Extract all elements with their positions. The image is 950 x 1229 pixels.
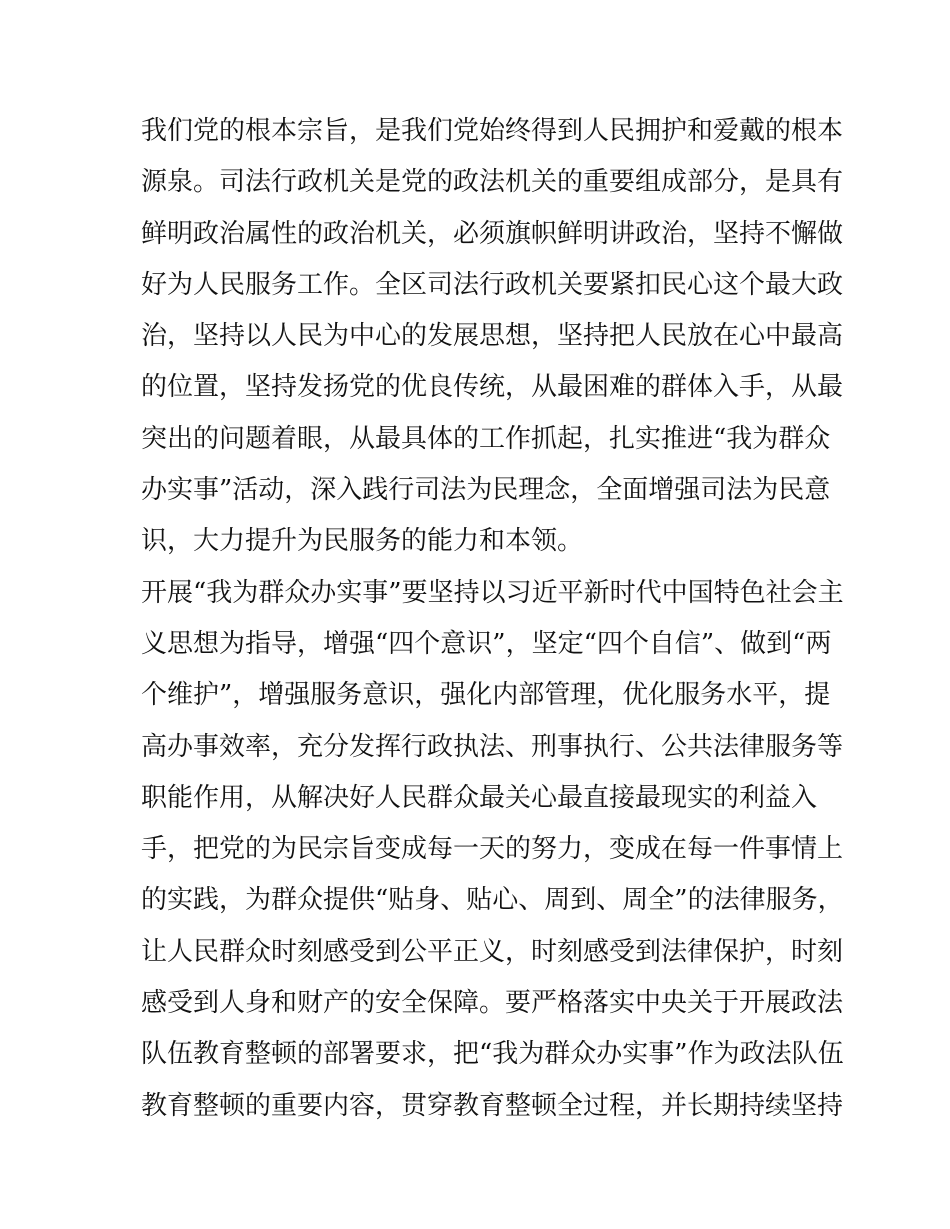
text-line: 办实事”活动，深入践行司法为民理念，全面增强司法为民意: [141, 475, 831, 506]
paragraph-1: [141, 106, 844, 568]
text-line: 鲜明政治属性的政治机关，必须旗帜鲜明讲政治，坚持不懈做: [141, 218, 844, 249]
text-line: 的实践，为群众提供“贴身、贴心、周到、周全”的法律服务，: [141, 885, 844, 916]
text-line: 职能作用，从解决好人民群众最关心最直接最现实的利益入: [141, 782, 818, 813]
text-line: 识，大力提升为民服务的能力和本领。: [141, 526, 584, 557]
text-line: 队伍教育整顿的部署要求，把“我为群众办实事”作为政法队伍: [141, 1039, 844, 1070]
text-line: 高办事效率，充分发挥行政执法、刑事执行、公共法律服务等: [141, 731, 844, 762]
paragraph-2: [141, 568, 844, 1132]
document-body: [141, 106, 844, 1132]
text-line: 让人民群众时刻感受到公平正义，时刻感受到法律保护，时刻: [141, 936, 844, 967]
text-line: 开展“我为群众办实事”要坚持以习近平新时代中国特色社会主: [141, 577, 844, 608]
text-line: 感受到人身和财产的安全保障。要严格落实中央关于开展政法: [141, 988, 844, 1019]
text-line: 个维护”，增强服务意识，强化内部管理，优化服务水平，提: [141, 680, 831, 711]
text-line: 治，坚持以人民为中心的发展思想，坚持把人民放在心中最高: [141, 321, 844, 352]
text-line: 手，把党的为民宗旨变成每一天的努力，变成在每一件事情上: [141, 834, 844, 865]
text-line: 的位置，坚持发扬党的优良传统，从最困难的群体入手，从最: [141, 372, 844, 403]
text-line: 好为人民服务工作。全区司法行政机关要紧扣民心这个最大政: [141, 269, 844, 300]
text-line: 突出的问题着眼，从最具体的工作抓起，扎实推进“我为群众: [141, 423, 831, 454]
text-line: 教育整顿的重要内容，贯穿教育整顿全过程，并长期持续坚持: [141, 1090, 844, 1121]
text-line: 源泉。司法行政机关是党的政法机关的重要组成部分，是具有: [141, 167, 844, 198]
text-line: 我们党的根本宗旨，是我们党始终得到人民拥护和爱戴的根本: [141, 116, 844, 146]
text-line: 义思想为指导，增强“四个意识”，坚定“四个自信”、做到“两: [141, 628, 832, 659]
